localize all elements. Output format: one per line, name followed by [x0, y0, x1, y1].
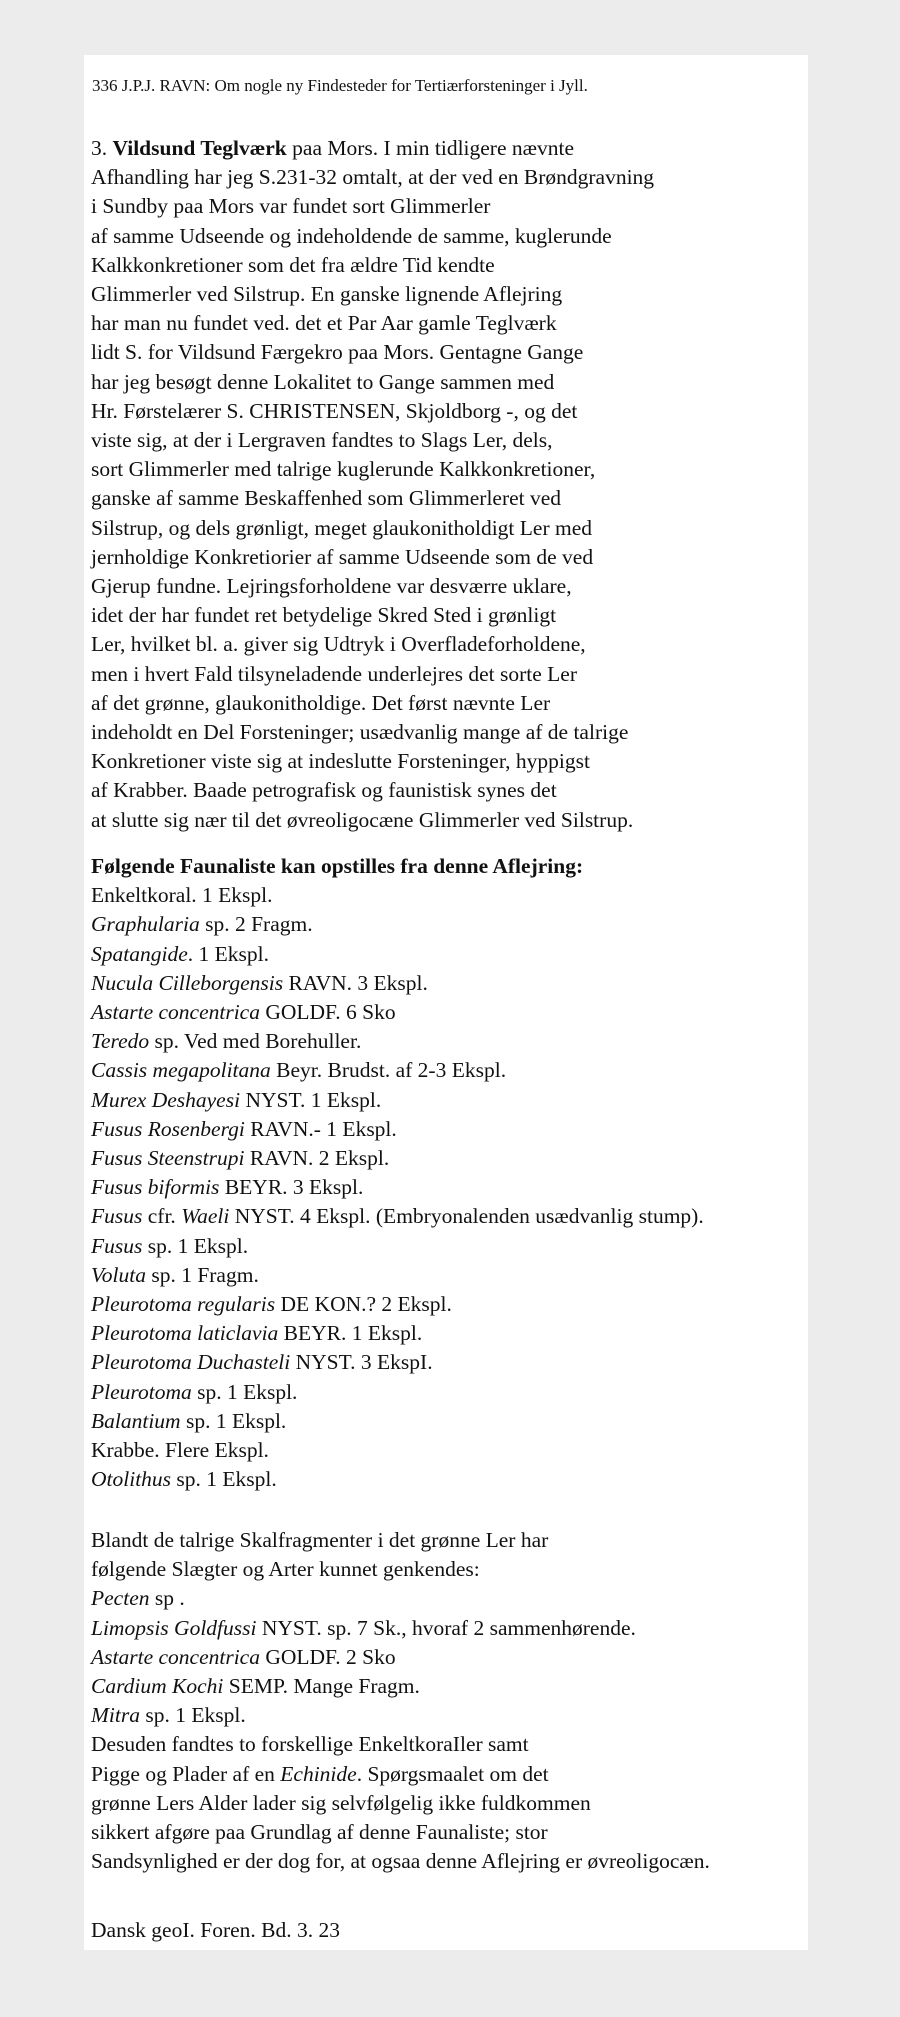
fauna-entry	[91, 1173, 803, 1202]
text-line: af det grønne, glaukonitholdige. Det først nævnte Ler	[91, 690, 551, 715]
entry-text: sp. 1 Fragm.	[145, 1262, 259, 1287]
green-entry	[91, 1643, 803, 1672]
green-entries	[91, 1584, 803, 1730]
fauna-entry	[91, 1465, 803, 1494]
section-number: 3.	[91, 136, 113, 160]
entry-text: NYST. 1 Ekspl.	[240, 1087, 382, 1112]
species-name: Fusus Steenstrupi	[91, 1146, 245, 1171]
echinide-pre: Pigge og Plader af en	[91, 1761, 281, 1786]
entry-text: NYST. sp. 7 Sk., hvoraf 2 sammenhørende.	[256, 1615, 636, 1640]
fauna-entry	[91, 881, 803, 910]
echinide-italic: Echinide	[280, 1761, 357, 1786]
intro-first-line-rest: paa Mors. I min tidligere nævnte	[286, 136, 574, 160]
entry-text: GOLDF. 2 Sko	[259, 1644, 396, 1669]
species-name: Limopsis Goldfussi	[91, 1615, 257, 1640]
text-line: Ler, hvilket bl. a. giver sig Udtryk i Overfladeforholdene,	[91, 632, 586, 657]
text-line: lidt S. for Vildsund Færgekro paa Mors. Gentagne Gange	[91, 340, 584, 365]
intro-lines	[91, 163, 803, 835]
entry-text: cfr.	[142, 1204, 182, 1229]
text-line: har jeg besøgt denne Lokalitet to Gange sammen med	[91, 369, 555, 394]
species-name: Cassis megapolitana	[91, 1058, 271, 1083]
entry-text: RAVN. 3 Ekspl.	[283, 970, 428, 995]
entry-text: SEMP. Mange Fragm.	[223, 1674, 420, 1699]
entry-text: Enkeltkoral. 1 Ekspl.	[91, 883, 273, 908]
intro-first-line	[91, 134, 803, 163]
entry-text: BEYR. 3 Ekspl.	[219, 1175, 364, 1200]
species-name: Cardium Kochi	[91, 1674, 224, 1699]
entry-text: sp. 1 Ekspl.	[180, 1408, 287, 1433]
green-clay-section	[91, 1526, 803, 1876]
species-name: Pleurotoma	[91, 1379, 192, 1404]
fauna-heading: Følgende Faunaliste kan opstilles fra denne Aflejring:	[91, 854, 584, 878]
species-name: Otolithus	[91, 1467, 172, 1492]
entry-text: Beyr. Brudst. af 2-3 Ekspl.	[270, 1058, 507, 1083]
text-line: men i hvert Fald tilsyneladende underlejres det sorte Ler	[91, 661, 577, 686]
text-line: Afhandling har jeg S.231-32 omtalt, at der ved en Brøndgravning	[91, 165, 655, 190]
entry-text: RAVN. 2 Ekspl.	[244, 1146, 390, 1171]
text-line: i Sundby paa Mors var fundet sort Glimmerler	[91, 194, 491, 219]
green-entry	[91, 1584, 803, 1613]
text-line: Kalkkonkretioner som det fra ældre Tid kendte	[91, 252, 495, 277]
section-title: Vildsund Teglværk	[112, 136, 287, 160]
text-line: Glimmerler ved Silstrup. En ganske lignende Aflejring	[91, 282, 563, 307]
entry-text: DE KON.? 2 Ekspl.	[275, 1292, 452, 1317]
entry-text: sp. 1 Ekspl.	[142, 1233, 249, 1258]
fauna-entry	[91, 969, 803, 998]
species-name: Pleurotoma Duchasteli	[91, 1350, 291, 1375]
text-line: sikkert afgøre paa Grundlag af denne Faunaliste; stor	[91, 1820, 548, 1845]
fauna-entry	[91, 1202, 803, 1231]
fauna-entry	[91, 910, 803, 939]
species-name: Astarte concentrica	[91, 1000, 260, 1025]
fauna-entry	[91, 1348, 803, 1377]
species-name: Murex Deshayesi	[91, 1087, 241, 1112]
text-line: viste sig, at der i Lergraven fandtes to Slags Ler, dels,	[91, 428, 553, 453]
fauna-entry	[91, 1086, 803, 1115]
fauna-entry	[91, 1027, 803, 1056]
fauna-entries	[91, 881, 803, 1494]
species-name: Voluta	[91, 1262, 146, 1287]
species-name: Nucula Cilleborgensis	[91, 970, 284, 995]
species-name: Mitra	[91, 1703, 140, 1728]
green-entry	[91, 1672, 803, 1701]
text-line: Blandt de talrige Skalfragmenter i det grønne Ler har	[91, 1528, 549, 1552]
green-entry	[91, 1701, 803, 1730]
fauna-entry	[91, 1407, 803, 1436]
intro-paragraph	[91, 134, 803, 835]
text-line: sort Glimmerler med talrige kuglerunde Kalkkonkretioner,	[91, 457, 596, 482]
desuden-line: Desuden fandtes to forskellige EnkeltkoraIler samt	[91, 1732, 529, 1757]
text-line: jernholdige Konkretiorier af samme Udseende som de ved	[91, 544, 594, 569]
fauna-entry	[91, 1261, 803, 1290]
species-name: Fusus	[91, 1204, 143, 1229]
entry-text: sp. 1 Ekspl.	[139, 1703, 246, 1728]
fauna-entry	[91, 1436, 803, 1465]
entry-text: GOLDF. 6 Sko	[259, 1000, 396, 1025]
entry-text: sp. 2 Fragm.	[199, 912, 313, 937]
text-line: indeholdt en Del Forsteninger; usædvanlig mange af de talrige	[91, 720, 629, 745]
fauna-entry	[91, 1290, 803, 1319]
entry-text: sp. 1 Ekspl.	[171, 1467, 277, 1492]
text-line: Sandsynlighed er der dog for, at ogsaa denne Aflejring er øvreoligocæn.	[91, 1849, 710, 1874]
species-name: Waeli	[181, 1204, 230, 1229]
echinide-post: . Spørgsmaalet om det	[356, 1761, 549, 1786]
text-line: af samme Udseende og indeholdende de samme, kuglerunde	[91, 223, 612, 248]
text-line: har man nu fundet ved. det et Par Aar gamle Teglværk	[91, 311, 557, 336]
green-closing-lines	[91, 1789, 803, 1877]
running-header: 336 J.P.J. RAVN: Om nogle ny Findesteder for Tertiærforsteninger i Jyll.	[92, 76, 588, 95]
entry-text: NYST. 3 EkspI.	[290, 1350, 433, 1375]
species-name: Pleurotoma regularis	[91, 1292, 276, 1317]
entry-text: Krabbe. Flere Ekspl.	[91, 1438, 269, 1463]
entry-text: sp .	[149, 1586, 185, 1611]
entry-text: RAVN.- 1 Ekspl.	[244, 1116, 397, 1141]
fauna-entry	[91, 998, 803, 1027]
fauna-list-section	[91, 852, 803, 1494]
species-name: Pleurotoma laticlavia	[91, 1321, 279, 1346]
fauna-entry	[91, 1232, 803, 1261]
text-line: Silstrup, og dels grønligt, meget glaukonitholdigt Ler med	[91, 515, 593, 540]
text-line: Konkretioner viste sig at indeslutte Forsteninger, hyppigst	[91, 749, 590, 774]
text-line: grønne Lers Alder lader sig selvfølgelig ikke fuldkommen	[91, 1790, 591, 1815]
entry-text: sp. Ved med Borehuller.	[149, 1029, 362, 1054]
species-name: Teredo	[91, 1029, 150, 1054]
species-name: Balantium	[91, 1408, 181, 1433]
species-name: Pecten	[91, 1586, 150, 1611]
text-line: Hr. Førstelærer S. CHRISTENSEN, Skjoldborg -, og det	[91, 398, 578, 423]
entry-text: NYST. 4 Ekspl. (Embryonalenden usædvanlig stump).	[229, 1204, 704, 1229]
text-line: idet der har fundet ret betydelige Skred Sted i grønligt	[91, 603, 557, 628]
green-entry	[91, 1614, 803, 1643]
species-name: Graphularia	[91, 912, 200, 937]
entry-text: . 1 Ekspl.	[187, 941, 269, 966]
species-name: Spatangide	[91, 941, 188, 966]
fauna-entry	[91, 1115, 803, 1144]
text-line: ganske af samme Beskaffenhed som Glimmerleret ved	[91, 486, 562, 511]
text-line: af Krabber. Baade petrografisk og faunistisk synes det	[91, 778, 557, 803]
fauna-entry	[91, 1319, 803, 1348]
green-intro-lines	[91, 1526, 803, 1584]
entry-text: sp. 1 Ekspl.	[191, 1379, 298, 1404]
entry-text: BEYR. 1 Ekspl.	[278, 1321, 423, 1346]
echinide-line	[91, 1760, 803, 1789]
species-name: Fusus Rosenbergi	[91, 1116, 245, 1141]
fauna-entry	[91, 1378, 803, 1407]
species-name: Fusus biformis	[91, 1175, 220, 1200]
fauna-entry	[91, 940, 803, 969]
text-line: Gjerup fundne. Lejringsforholdene var desværre uklare,	[91, 574, 572, 599]
fauna-entry	[91, 1056, 803, 1085]
text-line: at slutte sig nær til det øvreoligocæne Glimmerler ved Silstrup.	[91, 807, 634, 832]
fauna-entry	[91, 1144, 803, 1173]
text-line: følgende Slægter og Arter kunnet genkendes:	[91, 1557, 480, 1582]
species-name: Astarte concentrica	[91, 1644, 260, 1669]
species-name: Fusus	[91, 1233, 143, 1258]
page-footer: Dansk geoI. Foren. Bd. 3. 23	[91, 1918, 341, 1942]
